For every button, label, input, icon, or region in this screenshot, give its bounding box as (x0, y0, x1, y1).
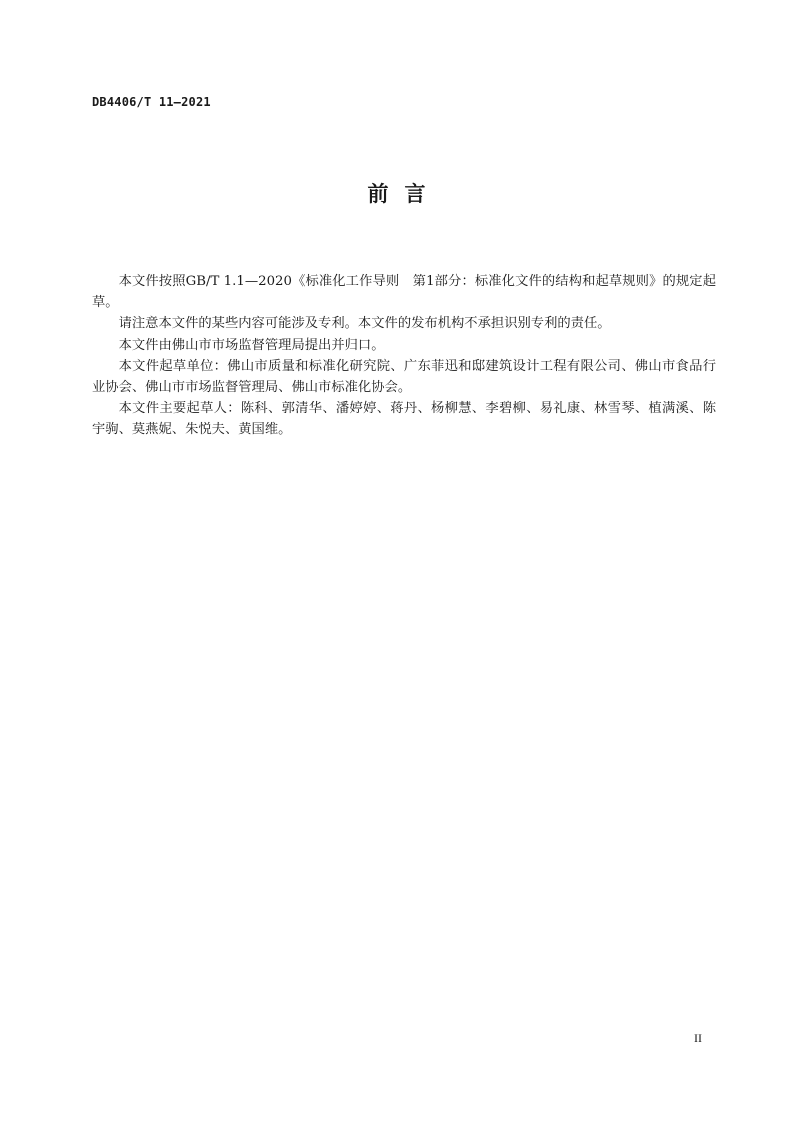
document-code: DB4406/T 11—2021 (92, 95, 211, 109)
page-title: 前言 (367, 182, 442, 206)
page-number: II (694, 1031, 702, 1045)
paragraph-drafters: 本文件主要起草人：陈科、郭清华、潘婷婷、蒋丹、杨柳慧、李碧柳、易礼康、林雪琴、植满溪、陈宇驹、莫燕妮、朱悦夫、黄国维。 (92, 401, 716, 438)
paragraph-proposer: 本文件由佛山市市场监督管理局提出并归口。 (118, 337, 385, 353)
foreword-body (92, 271, 716, 441)
paragraph-drafting-rules: 本文件按照GB/T 1.1—2020《标准化工作导则 第1部分：标准化文件的结构和起草规则》的规定起草。 (92, 274, 716, 311)
paragraph-patent-notice: 请注意本文件的某些内容可能涉及专利。本文件的发布机构不承担识别专利的责任。 (118, 316, 611, 332)
paragraph-drafting-units: 本文件起草单位：佛山市质量和标准化研究院、广东菲迅和邸建筑设计工程有限公司、佛山市食品行业协会、佛山市市场监督管理局、佛山市标准化协会。 (92, 358, 716, 396)
